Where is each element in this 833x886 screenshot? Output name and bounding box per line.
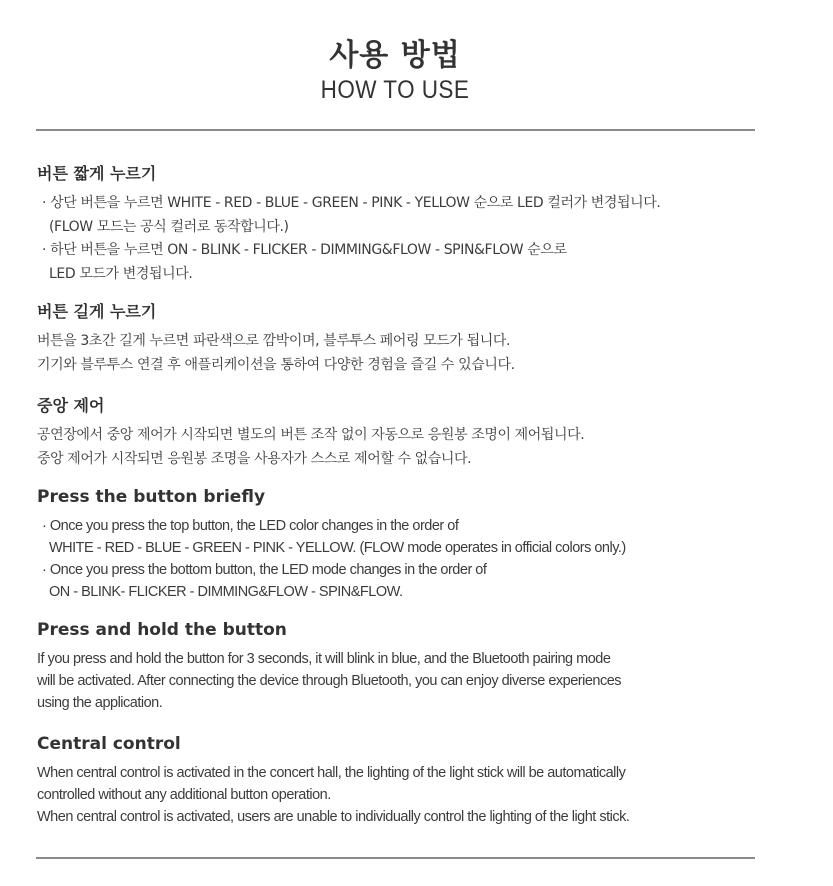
- instruction-line: will be activated. After connecting the device through Bluetooth, you can enjoy diverse experiences: [37, 673, 622, 689]
- section-heading: Press and hold the button: [37, 620, 287, 640]
- instruction-line: 버튼을 3초간 길게 누르면 파란색으로 깜박이며, 블루투스 페어링 모드가 됩니다.: [37, 333, 511, 349]
- instruction-line: using the application.: [37, 695, 163, 711]
- instruction-line: · 상단 버튼을 누르면 WHITE - RED - BLUE - GREEN - PINK - YELLOW 순으로 LED 컬러가 변경됩니다.: [42, 195, 661, 211]
- section-heading: 중앙 제어: [37, 396, 105, 415]
- bottom-divider: [36, 857, 755, 859]
- instruction-line: LED 모드가 변경됩니다.: [49, 265, 193, 282]
- section-heading: 버튼 짧게 누르기: [37, 164, 157, 183]
- instruction-line: 공연장에서 중앙 제어가 시작되면 별도의 버튼 조작 없이 자동으로 응원봉 조명이 제어됩니다.: [37, 427, 585, 443]
- section-heading: 버튼 길게 누르기: [37, 302, 157, 321]
- top-divider: [36, 129, 755, 131]
- page-title-korean: 사용 방법: [329, 38, 461, 73]
- section-central-control-en: [37, 734, 777, 828]
- instruction-line: When central control is activated, users are unable to individually control the lighting of the light stick.: [37, 809, 630, 825]
- instruction-line: 중앙 제어가 시작되면 응원봉 조명을 사용자가 스스로 제어할 수 없습니다.: [37, 450, 472, 467]
- instruction-line: 기기와 블루투스 연결 후 애플리케이션을 통하여 다양한 경험을 즐길 수 있습니다.: [37, 356, 515, 373]
- section-short-press-ko: [37, 164, 777, 286]
- page-title-english: HOW TO USE: [320, 76, 470, 104]
- section-heading: Central control: [37, 734, 181, 754]
- section-central-control-ko: [37, 396, 777, 471]
- section-heading: Press the button briefly: [37, 487, 266, 507]
- instruction-line: If you press and hold the button for 3 seconds, it will blink in blue, and the Bluetooth pairing mode: [37, 651, 611, 667]
- instruction-line: · Once you press the top button, the LED color changes in the order of: [42, 518, 459, 534]
- instruction-line: When central control is activated in the concert hall, the lighting of the light stick will be automatically: [37, 765, 626, 781]
- instruction-line: WHITE - RED - BLUE - GREEN - PINK - YELLOW. (FLOW mode operates in official colors only.): [49, 540, 626, 556]
- instruction-line: · Once you press the bottom button, the LED mode changes in the order of: [42, 562, 487, 578]
- instruction-line: (FLOW 모드는 공식 컬러로 동작합니다.): [49, 218, 289, 235]
- section-long-press-en: [37, 620, 777, 714]
- instruction-line: controlled without any additional button operation.: [37, 787, 331, 803]
- section-long-press-ko: [37, 302, 777, 377]
- instruction-line: · 하단 버튼을 누르면 ON - BLINK - FLICKER - DIMMING&FLOW - SPIN&FLOW 순으로: [42, 242, 567, 258]
- section-short-press-en: [37, 487, 777, 603]
- instruction-line: ON - BLINK- FLICKER - DIMMING&FLOW - SPIN&FLOW.: [49, 584, 403, 600]
